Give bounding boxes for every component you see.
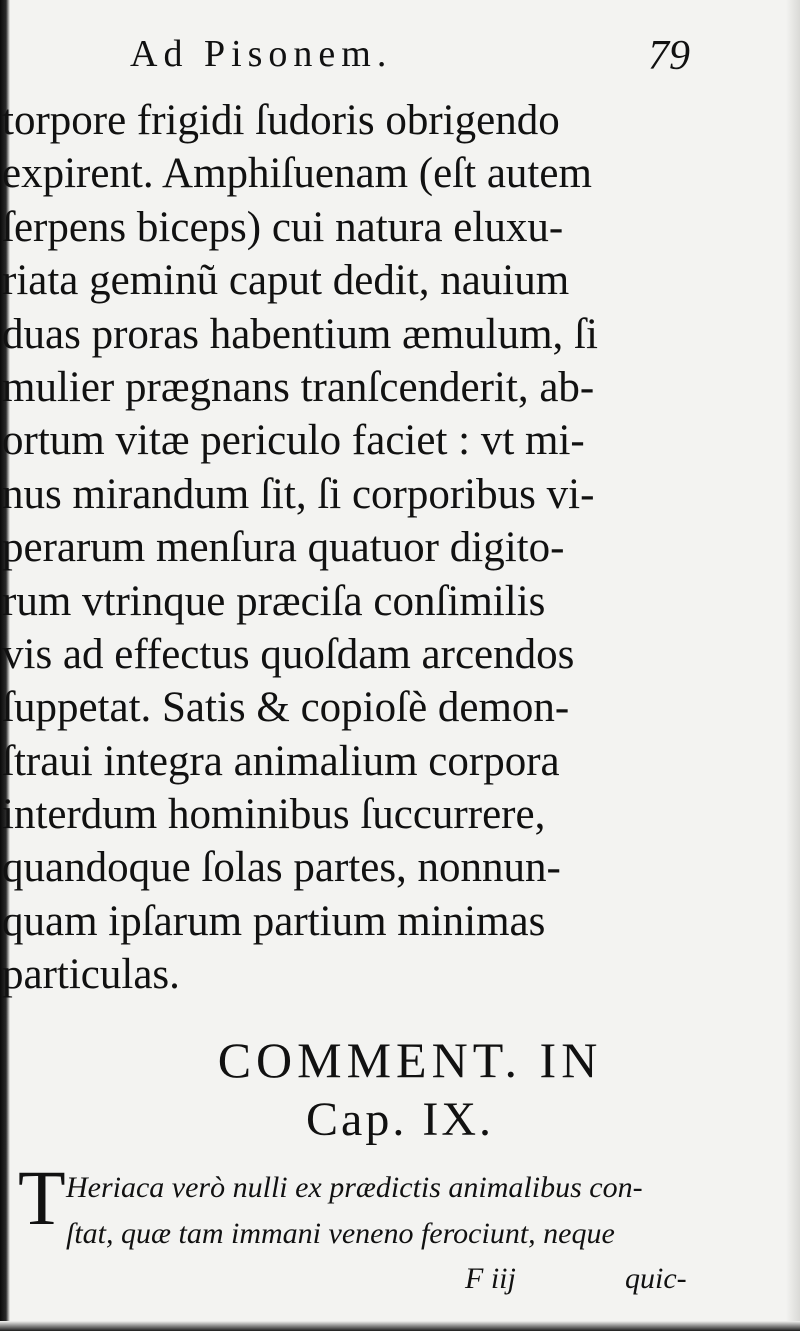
body-line: torpore frigidi ſudoris obrigendo bbox=[2, 97, 560, 144]
running-head-title: Ad Pisonem. bbox=[130, 33, 393, 75]
body-line: ortum vitæ periculo faciet : vt mi- bbox=[2, 417, 585, 465]
body-line: rum vtrinque præciſa conſimilis bbox=[2, 577, 546, 625]
section-heading bbox=[0, 1030, 790, 1150]
body-line: ſerpens biceps) cui natura eluxu- bbox=[2, 203, 564, 251]
body-text bbox=[2, 94, 692, 1002]
body-line: vis ad effectus quoſdam arcendos bbox=[2, 630, 575, 678]
page-footer bbox=[0, 1262, 800, 1308]
signature-mark: F iij bbox=[465, 1262, 516, 1295]
body-line: quam ipſarum partium minimas bbox=[2, 897, 546, 945]
body-line: ſtraui integra animalium corpora bbox=[2, 737, 560, 785]
running-head bbox=[130, 28, 690, 88]
body-line: duas proras habentium æmulum, ſi bbox=[2, 310, 598, 358]
body-line: ſuppetat. Satis & copioſè demon- bbox=[2, 684, 570, 732]
body-line: nus mirandum ſit, ſi corporibus vi- bbox=[2, 470, 595, 518]
page-bottom-edge bbox=[0, 1321, 800, 1331]
body-line: mulier prægnans tranſcenderit, ab- bbox=[2, 363, 595, 411]
section-heading-main: COMMENT. IN bbox=[217, 1032, 603, 1088]
body-line: riata geminũ caput dedit, nauium bbox=[2, 257, 570, 305]
commentary-line: ſtat, quæ tam immani veneno ferociunt, neque bbox=[66, 1217, 615, 1250]
catchword: quic- bbox=[625, 1262, 687, 1295]
body-line: interdum hominibus ſuccurrere, bbox=[2, 791, 546, 839]
section-heading-sub: Cap. IX. bbox=[306, 1093, 494, 1146]
body-line: perarum menſura quatuor digito- bbox=[2, 524, 565, 572]
body-line: expirent. Amphiſuenam (eſt autem bbox=[2, 150, 592, 198]
drop-cap: T bbox=[18, 1154, 66, 1241]
page-number: 79 bbox=[648, 33, 690, 79]
body-line: particulas. bbox=[2, 951, 180, 999]
commentary-line: Heriaca verò nulli ex prædictis animalibus con- bbox=[66, 1171, 643, 1204]
body-line: quandoque ſolas partes, nonnun- bbox=[2, 844, 561, 892]
